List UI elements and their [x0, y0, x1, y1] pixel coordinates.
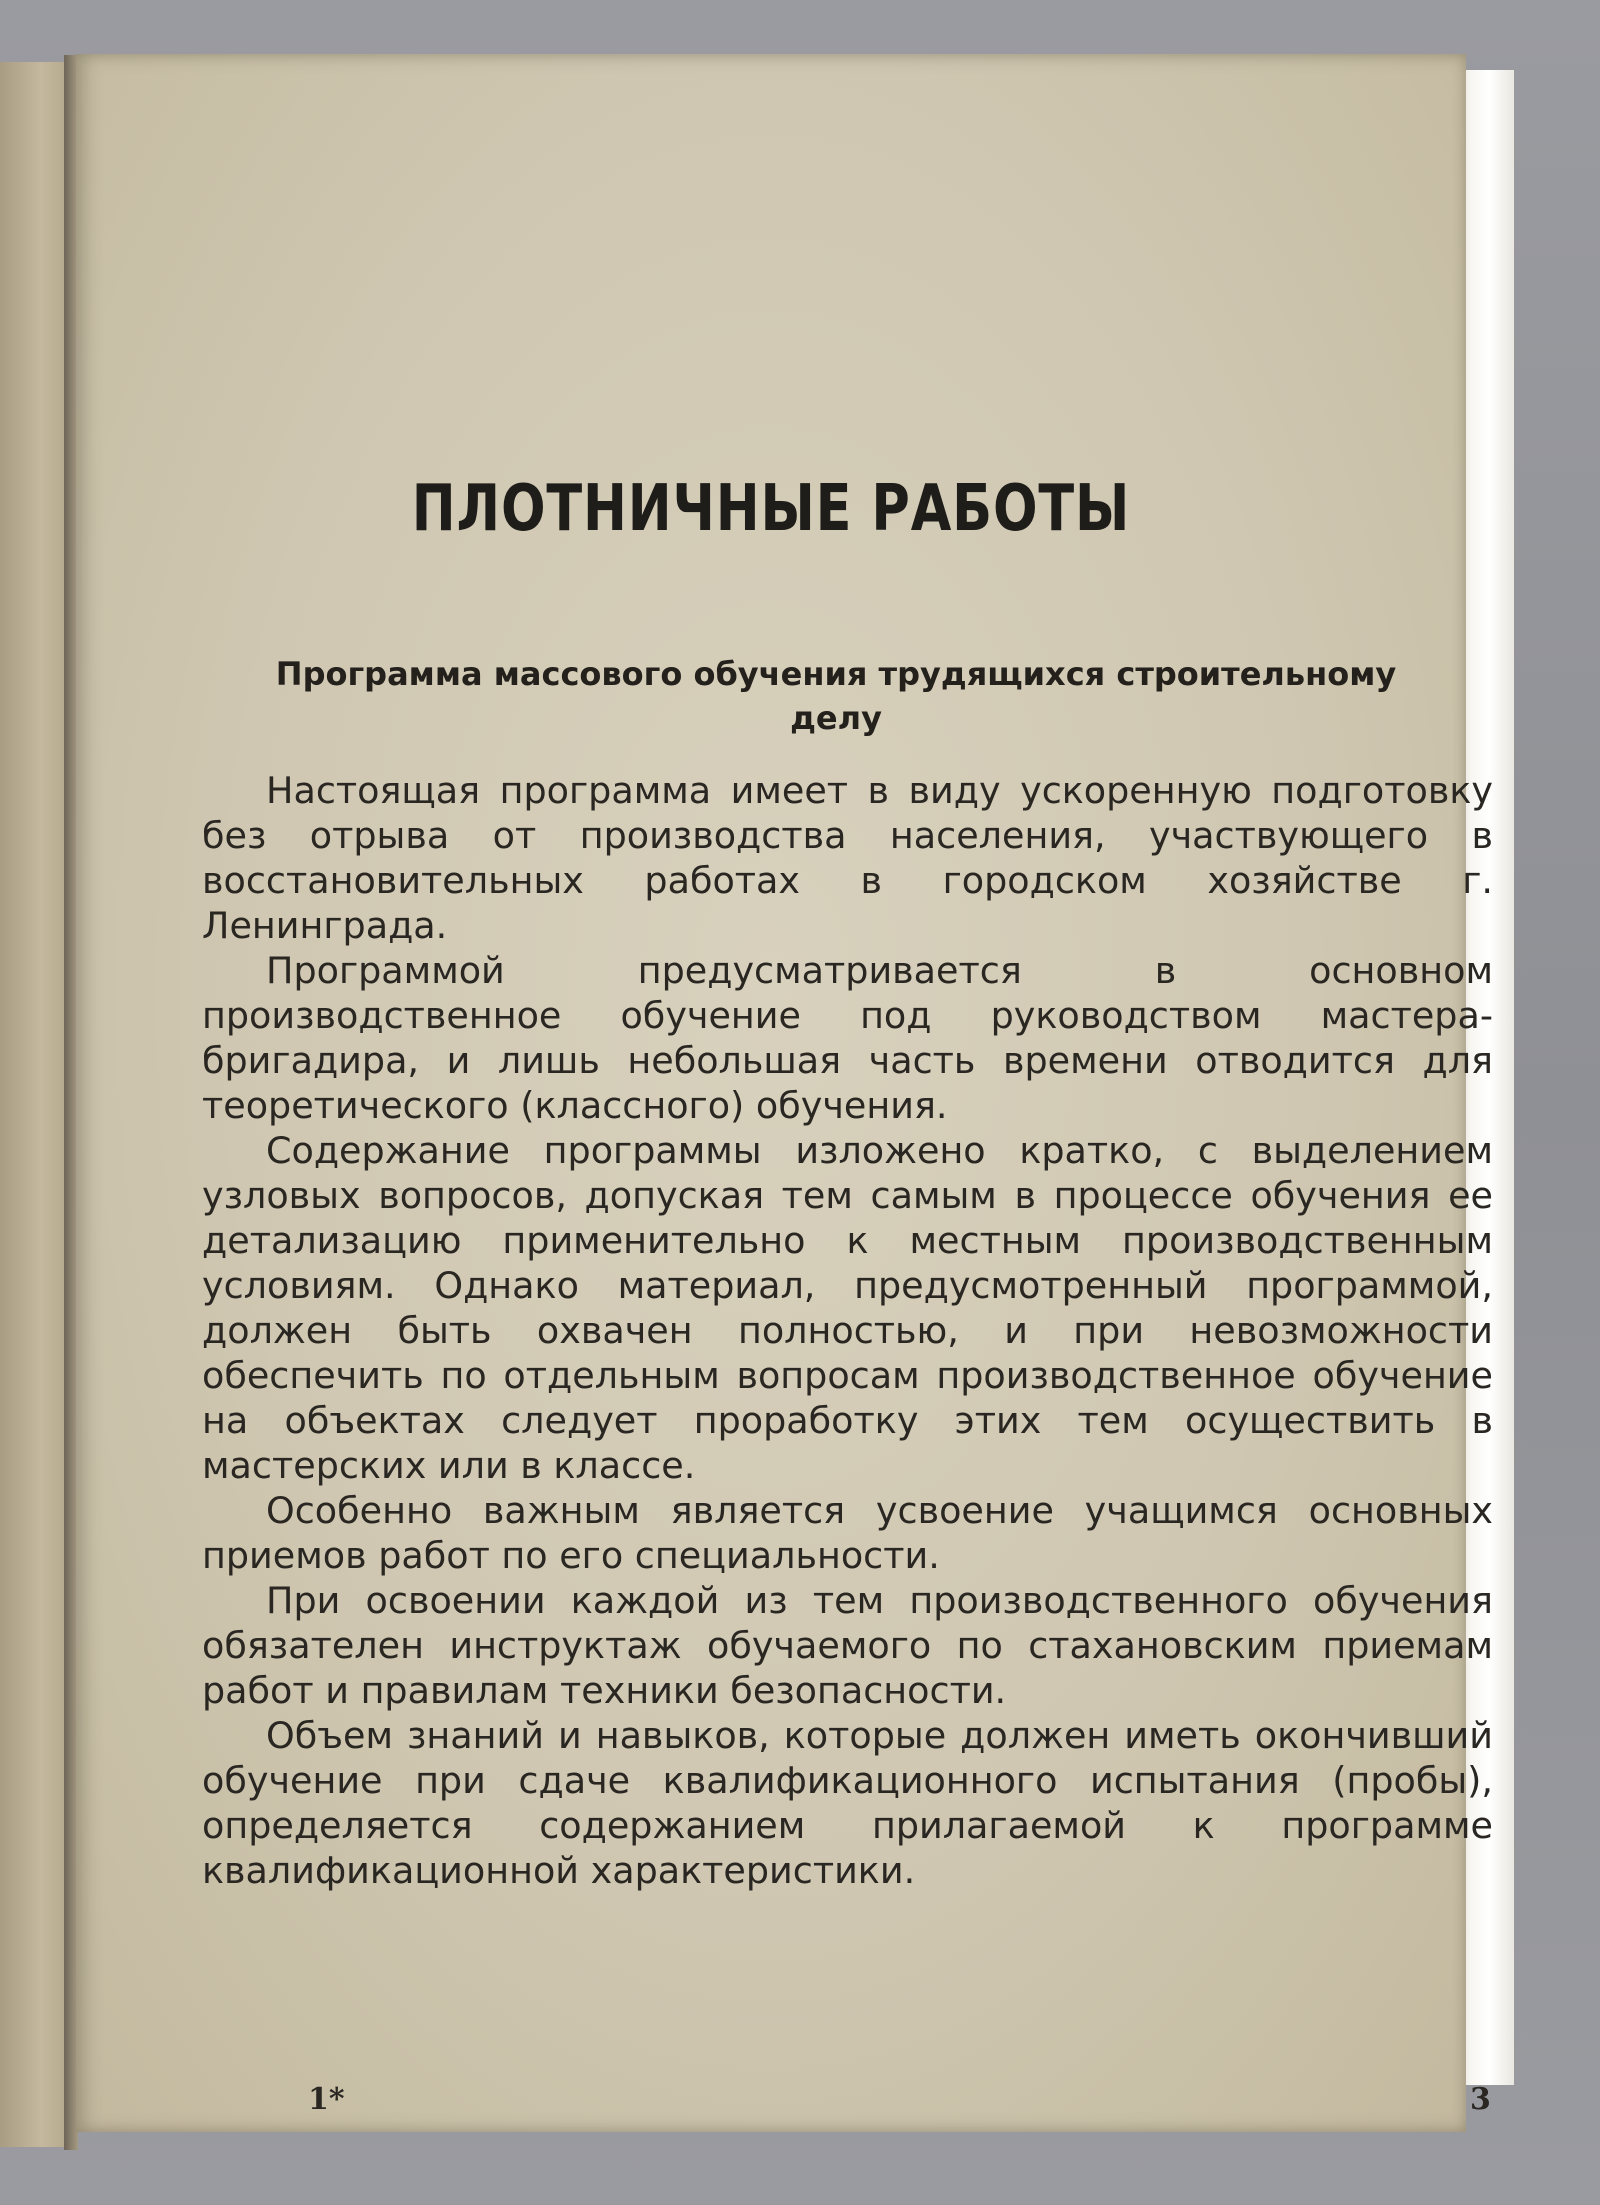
paragraph-3: Содержание программы изложено кратко, с выделением узловых вопросов, допуская тем самым в процессе обучения ее детализацию применительно к местным производственным условиям. Однако материал, предусмотренный программой, должен быть охвачен полностью, и при невозможности обеспечить по отдельным вопросам производственное обучение на объектах следует проработку этих тем осуществить в мастерских или в классе.	[202, 1129, 1493, 1487]
subtitle-line-1: Программа массового обучения трудящихся строительному	[275, 655, 1397, 693]
subtitle-line-2: делу	[790, 699, 882, 737]
paragraph-2: Программой предусматривается в основном производственное обучение под руководством мастера-бригадира, и лишь небольшая часть времени отводится для теоретического (классного) обучения.	[202, 949, 1493, 1127]
paragraph-4: Особенно важным является усвоение учащимся основных приемов работ по его специальности.	[202, 1489, 1493, 1577]
paragraph-1: Настоящая программа имеет в виду ускоренную подготовку без отрыва от производства населения, участвующего в восстановительных работах в городском хозяйстве г. Ленинграда.	[202, 769, 1493, 947]
paragraph-5: При освоении каждой из тем производственного обучения обязателен инструктаж обучаемого по стахановским приемам работ и правилам техники безопасности.	[202, 1579, 1493, 1712]
page-title: ПЛОТНИЧНЫЕ РАБОТЫ	[411, 472, 1131, 546]
program-subtitle	[186, 652, 1486, 740]
book-page	[76, 54, 1493, 2132]
signature-mark: 1*	[308, 2082, 345, 2117]
paragraph-6: Объем знаний и навыков, которые должен иметь окончивший обучение при сдаче квалификационного испытания (пробы), определяется содержанием прилагаемой к программе квалификационной характеристики.	[202, 1714, 1493, 1892]
previous-page-edge	[0, 62, 68, 2147]
body-text	[202, 768, 1493, 1893]
page-number: 3	[1470, 2082, 1491, 2117]
